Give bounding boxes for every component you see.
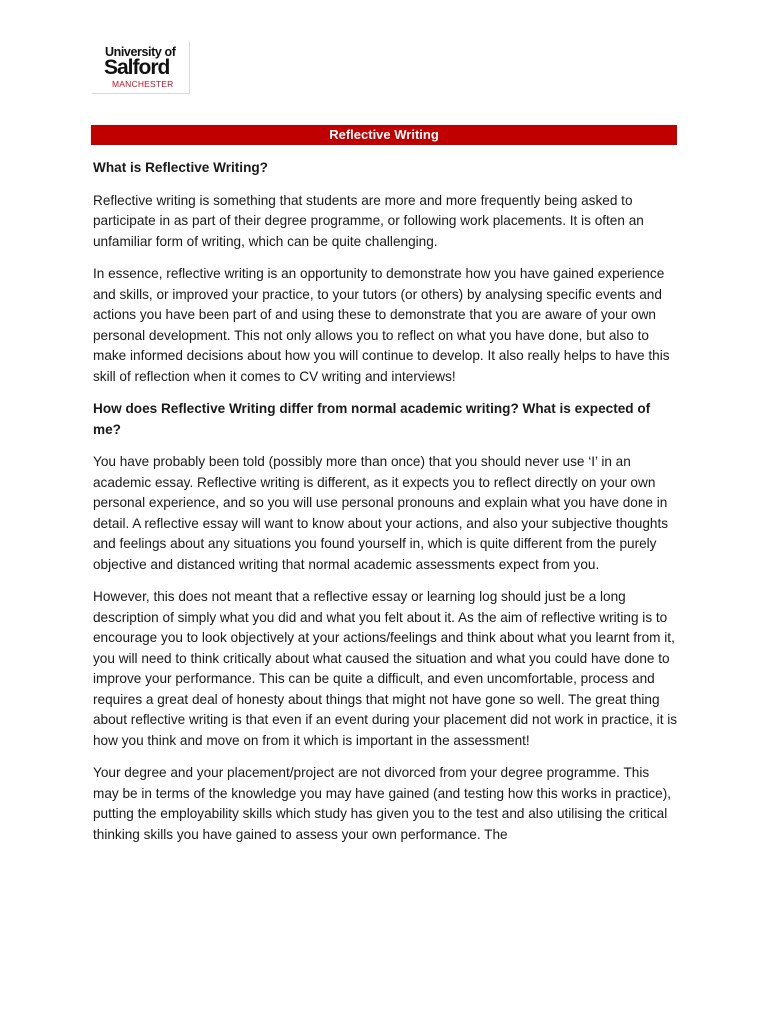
body-paragraph: Your degree and your placement/project are not divorced from your degree programme. This may be in terms of the knowledge you may have gained (and testing how this works in practice), putting the employability skills which study has given you to the test and also utilising the critical thinking skills you have gained to assess your own performance. The (93, 765, 672, 842)
body-paragraph: Reflective writing is something that students are more and more frequently being asked to participate in as part of their degree programme, or following work placements. It is often an unfamiliar form of writing, which can be quite challenging. (93, 192, 644, 249)
logo-text-line1: University of (105, 45, 176, 59)
section-heading: How does Reflective Writing differ from normal academic writing? What is expected of me? (93, 401, 651, 437)
document-body (93, 158, 678, 857)
university-logo (92, 42, 190, 94)
body-paragraph: In essence, reflective writing is an opportunity to demonstrate how you have gained experience and skills, or improved your practice, to your tutors (or others) by analysing specific events and actions you have been part of and using these to demonstrate that you are aware of your own personal development. This not only allows you to reflect on what you have done, but also to make informed decisions about how you will continue to develop. It also really helps to have this skill of reflection when it comes to CV writing and interviews! (93, 266, 670, 384)
body-paragraph: You have probably been told (possibly more than once) that you should never use ‘I’ in an academic essay. Reflective writing is different, as it expects you to reflect directly on your own personal experience, and so you will use personal pronouns and explain what you have done in detail. A reflective essay will want to know about your actions, and also your subjective thoughts and feelings about any situations you found yourself in, which is quite different from the purely objective and distanced writing that normal academic assessments expect from you. (93, 454, 669, 572)
document-title: Reflective Writing (91, 125, 677, 145)
logo-text-line3: MANCHESTER (112, 79, 174, 89)
section-heading: What is Reflective Writing? (93, 160, 268, 175)
logo-text-line2: Salford (104, 56, 170, 79)
body-paragraph: However, this does not meant that a reflective essay or learning log should just be a long description of simply what you did and what you felt about it. As the aim of reflective writing is to encourage you to look objectively at your actions/feelings and think about what you learnt from it, you will need to think critically about what caused the situation and what you could have done to improve your performance. This can be quite a difficult, and even uncomfortable, process and requires a great deal of honesty about things that might not have gone so well. The great thing about reflective writing is that even if an event during your placement did not work in practice, it is how you think and move on from it which is important in the assessment! (93, 589, 678, 748)
